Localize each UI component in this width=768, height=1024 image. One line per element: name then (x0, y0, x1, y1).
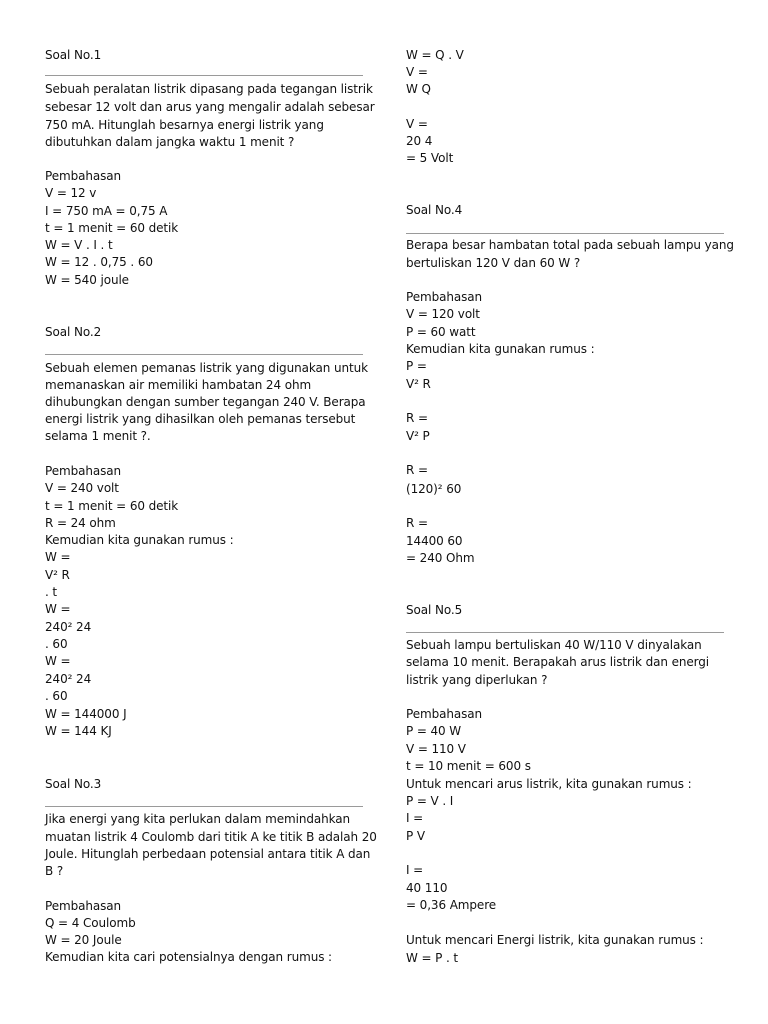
text-line: Pembahasan (45, 463, 122, 478)
text-line: V = (406, 64, 428, 79)
text-line: Sebuah lampu bertuliskan 40 W/110 V dinyalakan (406, 637, 702, 652)
text-line: 240² 24 (45, 619, 92, 634)
text-line: Kemudian kita gunakan rumus : (406, 341, 595, 356)
text-line: Sebuah elemen pemanas listrik yang digunakan untuk (45, 360, 368, 375)
text-line: t = 1 menit = 60 detik (45, 220, 179, 235)
section-divider (45, 806, 363, 807)
text-line: muatan listrik 4 Coulomb dari titik A ke titik B adalah 20 (45, 829, 377, 844)
text-line: V² P (406, 428, 430, 443)
text-line: = 0,36 Ampere (406, 897, 497, 912)
section-divider (406, 233, 724, 234)
text-line: V = 240 volt (45, 480, 119, 495)
text-line: V = 12 v (45, 185, 97, 200)
text-line: W = 540 joule (45, 272, 129, 287)
text-line: selama 10 menit. Berapakah arus listrik dan energi (406, 654, 710, 669)
text-line: P = V . I (406, 793, 454, 808)
text-line: R = (406, 410, 428, 425)
text-line: I = (406, 862, 424, 877)
text-line: P = 60 watt (406, 324, 476, 339)
text-line: memanaskan air memiliki hambatan 24 ohm (45, 377, 312, 392)
text-line: Kemudian kita gunakan rumus : (45, 532, 234, 547)
section-divider (45, 354, 363, 355)
text-line: = 240 Ohm (406, 550, 475, 565)
text-line: bertuliskan 120 V dan 60 W ? (406, 255, 581, 270)
section-heading: Soal No.5 (406, 602, 463, 617)
text-line: W = V . I . t (45, 237, 113, 252)
text-line: Jika energi yang kita perlukan dalam memindahkan (45, 811, 351, 826)
section-divider (45, 75, 363, 76)
text-line: Sebuah peralatan listrik dipasang pada tegangan listrik (45, 81, 373, 96)
text-line: Pembahasan (45, 898, 122, 913)
text-line: selama 1 menit ?. (45, 428, 151, 443)
text-line: V = 110 V (406, 741, 466, 756)
text-line: Pembahasan (406, 289, 483, 304)
text-line: I = 750 mA = 0,75 A (45, 203, 168, 218)
text-line: W = 144 KJ (45, 723, 112, 738)
text-line: 750 mA. Hitunglah besarnya energi listrik yang (45, 117, 324, 132)
text-line: . 60 (45, 636, 68, 651)
text-line: Untuk mencari arus listrik, kita gunakan rumus : (406, 776, 692, 791)
text-line: W = 144000 J (45, 706, 127, 721)
text-line: Pembahasan (45, 168, 122, 183)
text-line: Pembahasan (406, 706, 483, 721)
text-line: R = (406, 515, 428, 530)
text-line: dihubungkan dengan sumber tegangan 240 V. Berapa (45, 394, 366, 409)
text-line: W Q (406, 81, 431, 96)
text-line: V = (406, 116, 428, 131)
text-line: 240² 24 (45, 671, 92, 686)
text-line: Untuk mencari Energi listrik, kita gunakan rumus : (406, 932, 704, 947)
text-line: B ? (45, 863, 64, 878)
text-line: = 5 Volt (406, 150, 454, 165)
text-line: P = 40 W (406, 723, 462, 738)
text-line: . t (45, 584, 58, 599)
text-line: V = 120 volt (406, 306, 480, 321)
section-heading: Soal No.2 (45, 324, 102, 339)
text-line: 40 110 (406, 880, 448, 895)
text-line: (120)² 60 (406, 481, 462, 496)
section-divider (406, 632, 724, 633)
text-line: V² R (45, 567, 70, 582)
text-line: W = 20 Joule (45, 932, 122, 947)
text-line: R = (406, 462, 428, 477)
text-line: P = (406, 358, 427, 373)
text-line: t = 1 menit = 60 detik (45, 498, 179, 513)
text-line: P V (406, 828, 425, 843)
text-line: t = 10 menit = 600 s (406, 758, 531, 773)
text-line: W = (45, 601, 71, 616)
text-line: Berapa besar hambatan total pada sebuah lampu yang (406, 237, 734, 252)
text-line: . 60 (45, 688, 68, 703)
text-line: 20 4 (406, 133, 433, 148)
text-line: listrik yang diperlukan ? (406, 672, 548, 687)
text-line: W = 12 . 0,75 . 60 (45, 254, 153, 269)
text-line: R = 24 ohm (45, 515, 116, 530)
text-line: Q = 4 Coulomb (45, 915, 136, 930)
text-line: W = (45, 549, 71, 564)
text-line: Kemudian kita cari potensialnya dengan rumus : (45, 949, 333, 964)
section-heading: Soal No.3 (45, 776, 102, 791)
text-line: dibutuhkan dalam jangka waktu 1 menit ? (45, 134, 295, 149)
section-heading: Soal No.1 (45, 47, 102, 62)
text-line: 14400 60 (406, 533, 463, 548)
text-line: W = Q . V (406, 47, 464, 62)
text-line: W = P . t (406, 950, 459, 965)
text-line: Joule. Hitunglah perbedaan potensial antara titik A dan (45, 846, 371, 861)
text-line: V² R (406, 376, 431, 391)
text-line: W = (45, 653, 71, 668)
text-line: energi listrik yang dihasilkan oleh pemanas tersebut (45, 411, 356, 426)
section-heading: Soal No.4 (406, 202, 463, 217)
text-line: I = (406, 810, 424, 825)
text-line: sebesar 12 volt dan arus yang mengalir adalah sebesar (45, 99, 375, 114)
